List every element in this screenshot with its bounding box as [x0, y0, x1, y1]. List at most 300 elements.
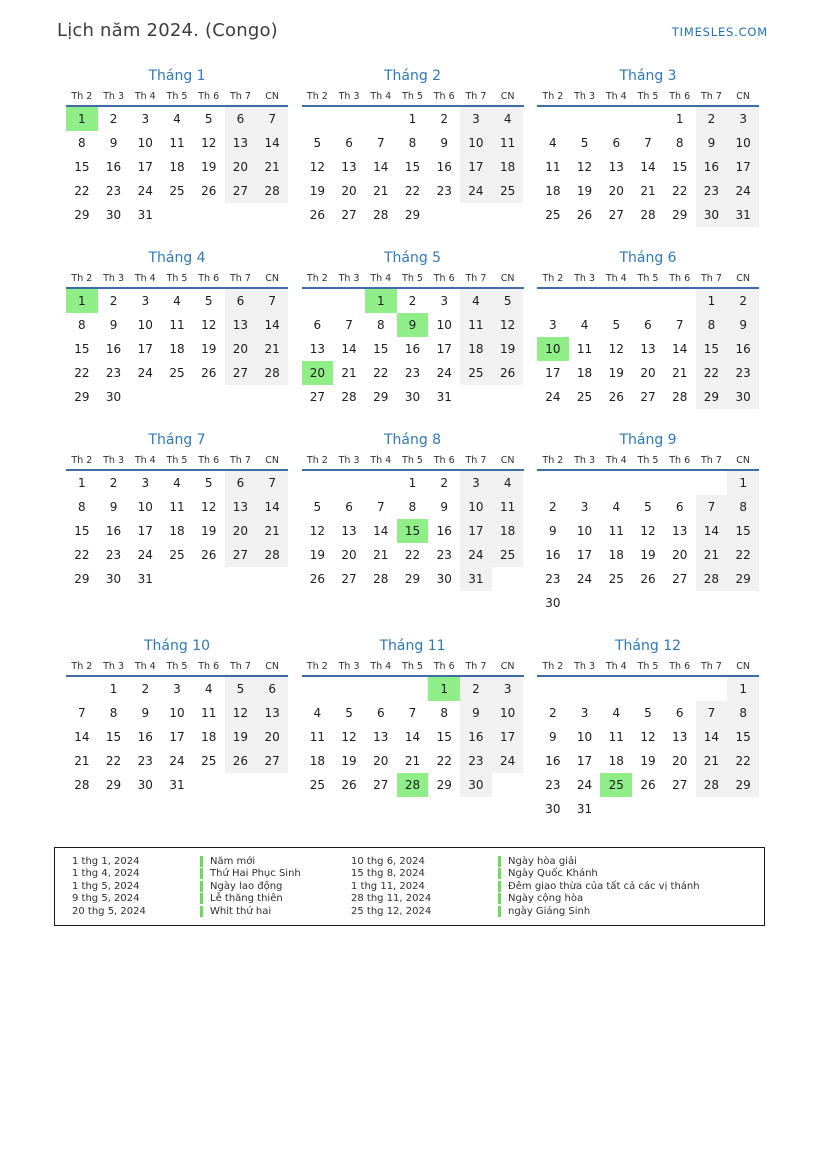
empty-day-cell	[161, 203, 193, 227]
empty-day-cell	[302, 677, 334, 701]
day-row	[302, 519, 524, 543]
weekday-label: Th 3	[103, 273, 124, 284]
day-row	[66, 337, 288, 361]
day-cell: 28	[341, 390, 357, 404]
day-cell: 16	[105, 342, 122, 356]
day-cell: 29	[727, 567, 759, 591]
legend-row	[72, 905, 764, 918]
weekday-label: Th 4	[605, 455, 627, 466]
legend-holiday-name	[498, 893, 764, 904]
day-cell: 29	[727, 773, 759, 797]
day-row	[537, 289, 759, 313]
month-12	[537, 638, 759, 821]
day-cell: 15	[105, 730, 122, 744]
empty-day-cell	[569, 677, 601, 701]
day-cell: 14	[341, 342, 357, 356]
day-cell: 4	[173, 112, 181, 126]
legend-holiday-name	[200, 881, 351, 892]
day-row	[302, 313, 524, 337]
day-cell: 19	[608, 366, 624, 380]
weekday-label: Th 4	[605, 91, 627, 102]
day-cell: 30	[545, 802, 561, 816]
weekday-label: Th 5	[402, 91, 423, 102]
weekday-label: Th 6	[433, 91, 455, 102]
empty-day-cell	[428, 203, 460, 227]
day-cell: 5	[345, 706, 353, 720]
weekday-header-row	[66, 273, 288, 289]
legend-green-bar-icon	[200, 856, 203, 867]
day-cell: 11	[169, 136, 185, 150]
weekday-label: Th 5	[637, 661, 659, 672]
day-cell: 21	[640, 184, 656, 198]
day-cell: 25	[169, 366, 185, 380]
weekday-label: Th 7	[465, 661, 487, 672]
day-row	[302, 107, 524, 131]
day-cell: 24	[460, 179, 492, 203]
weekday-label: Th 7	[700, 661, 722, 672]
day-cell: 26	[309, 208, 325, 222]
day-cell: 15	[74, 342, 90, 356]
day-cell: 18	[169, 524, 185, 538]
empty-day-cell	[129, 385, 161, 409]
day-cell: 12	[309, 160, 325, 174]
weekday-label: Th 2	[306, 455, 328, 466]
legend-green-bar-icon	[498, 893, 501, 904]
day-cell: 6	[345, 136, 353, 150]
empty-day-cell	[161, 385, 193, 409]
empty-day-cell	[727, 797, 759, 821]
day-cell: 22	[404, 184, 421, 198]
day-cell: 4	[549, 136, 557, 150]
day-cell: 7	[376, 500, 385, 514]
day-cell: 17	[545, 366, 561, 380]
day-cell: 23	[404, 366, 421, 380]
day-cell: 31	[727, 203, 759, 227]
weekday-label: Th 4	[134, 455, 156, 466]
day-cell: 29	[696, 385, 728, 409]
legend-holiday-label: Whit thứ hai	[210, 905, 272, 917]
empty-day-cell	[632, 471, 664, 495]
day-cell: 19	[201, 342, 217, 356]
weekday-header-row	[302, 273, 524, 289]
weekday-label: Th 7	[700, 91, 722, 102]
weekday-label: Th 4	[134, 273, 156, 284]
day-cell: 27	[341, 208, 357, 222]
weekday-header-row	[537, 91, 759, 107]
empty-day-cell	[256, 567, 288, 591]
day-cell: 23	[137, 754, 153, 768]
day-cell: 9	[397, 313, 429, 337]
day-cell: 13	[341, 524, 357, 538]
day-cell: 24	[727, 179, 759, 203]
legend-holiday-name	[200, 856, 351, 867]
day-cell: 12	[201, 500, 217, 514]
day-cell: 11	[460, 313, 492, 337]
empty-day-cell	[333, 107, 365, 131]
legend-green-bar-icon	[200, 868, 203, 879]
day-cell: 1	[408, 476, 417, 490]
day-cell: 8	[696, 313, 728, 337]
legend-holiday-name	[498, 906, 764, 917]
day-row	[302, 385, 524, 409]
day-cell: 2	[141, 682, 150, 696]
weekday-label: Th 7	[465, 91, 487, 102]
legend-green-bar-icon	[498, 906, 501, 917]
day-cell: 30	[545, 596, 561, 610]
empty-day-cell	[569, 107, 601, 131]
day-cell: 15	[727, 519, 759, 543]
day-row	[66, 289, 288, 313]
weekday-label: Th 2	[306, 273, 328, 284]
day-cell: 13	[672, 730, 688, 744]
day-cell: 16	[105, 160, 122, 174]
day-cell: 16	[105, 524, 122, 538]
empty-day-cell	[569, 289, 601, 313]
day-cell: 18	[492, 519, 524, 543]
day-cell: 3	[492, 677, 524, 701]
day-cell: 5	[225, 677, 257, 701]
weekday-header-row	[302, 91, 524, 107]
day-row	[537, 179, 759, 203]
month-title: Tháng 7	[148, 432, 206, 448]
weekday-label: Th 7	[229, 91, 251, 102]
empty-day-cell	[696, 797, 728, 821]
day-cell: 10	[576, 730, 593, 744]
day-cell: 3	[141, 112, 150, 126]
weekday-label: Th 6	[669, 91, 691, 102]
day-cell: 21	[256, 155, 288, 179]
empty-day-cell	[193, 567, 225, 591]
month-6	[537, 250, 759, 409]
day-row	[302, 131, 524, 155]
weekday-label: Th 4	[370, 455, 392, 466]
day-cell: 24	[545, 390, 561, 404]
day-cell: 13	[256, 701, 288, 725]
month-8	[302, 432, 524, 591]
day-cell: 2	[549, 500, 557, 514]
day-cell: 28	[640, 208, 656, 222]
day-cell: 13	[341, 160, 357, 174]
month-2	[302, 68, 524, 227]
day-cell: 6	[675, 706, 684, 720]
day-cell: 13	[225, 495, 257, 519]
day-cell: 29	[404, 208, 421, 222]
weekday-label: Th 5	[402, 661, 423, 672]
day-cell: 17	[137, 524, 153, 538]
day-cell: 24	[137, 548, 153, 562]
day-row	[537, 385, 759, 409]
day-row	[537, 107, 759, 131]
weekday-label: Th 6	[198, 91, 220, 102]
day-cell: 4	[492, 107, 524, 131]
day-cell: 14	[256, 495, 288, 519]
empty-day-cell	[256, 385, 288, 409]
day-cell: 26	[201, 548, 217, 562]
day-cell: 30	[105, 208, 122, 222]
weekday-label: Th 2	[542, 273, 564, 284]
day-cell: 9	[141, 706, 150, 720]
weekday-label: CN	[500, 273, 515, 284]
weekday-label: Th 3	[103, 455, 124, 466]
day-cell: 10	[727, 131, 759, 155]
weekday-label: Th 5	[166, 91, 188, 102]
day-cell: 28	[74, 778, 90, 792]
day-cell: 5	[204, 112, 213, 126]
day-cell: 3	[460, 471, 492, 495]
day-row	[66, 567, 288, 591]
day-cell: 18	[608, 754, 624, 768]
weekday-label: Th 3	[338, 273, 360, 284]
day-row	[66, 749, 288, 773]
day-cell: 17	[137, 160, 153, 174]
day-row	[302, 203, 524, 227]
day-cell: 23	[545, 572, 561, 586]
weekday-header-row	[537, 273, 759, 289]
legend-row	[72, 855, 764, 868]
day-cell: 14	[256, 313, 288, 337]
weekday-label: Th 3	[103, 91, 124, 102]
day-row	[537, 203, 759, 227]
day-cell: 9	[696, 131, 728, 155]
day-cell: 24	[576, 778, 593, 792]
empty-day-cell	[193, 385, 225, 409]
day-row	[302, 749, 524, 773]
legend-row	[72, 880, 764, 893]
day-cell: 24	[492, 749, 524, 773]
empty-day-cell	[365, 107, 397, 131]
legend-holiday-label: Năm mới	[210, 855, 256, 867]
day-cell: 30	[105, 390, 122, 404]
day-cell: 27	[225, 361, 257, 385]
day-cell: 13	[225, 131, 257, 155]
month-10	[66, 638, 288, 797]
empty-day-cell	[365, 677, 397, 701]
day-cell: 9	[109, 136, 118, 150]
day-cell: 30	[696, 203, 728, 227]
day-cell: 14	[256, 131, 288, 155]
day-cell: 20	[608, 184, 624, 198]
weekday-label: Th 5	[402, 273, 423, 284]
day-cell: 26	[492, 361, 524, 385]
day-cell: 7	[256, 289, 288, 313]
day-cell: 7	[675, 318, 684, 332]
weekday-label: Th 4	[605, 273, 627, 284]
day-row	[66, 471, 288, 495]
day-row	[537, 567, 759, 591]
weekday-header-row	[302, 455, 524, 471]
day-cell: 12	[201, 136, 217, 150]
day-cell: 1	[428, 677, 460, 701]
day-row	[66, 543, 288, 567]
weekday-label: Th 3	[338, 91, 360, 102]
day-cell: 13	[608, 160, 624, 174]
weekday-label: Th 7	[229, 455, 251, 466]
month-title: Tháng 10	[143, 638, 211, 654]
legend-green-bar-icon	[498, 868, 501, 879]
day-cell: 8	[408, 136, 417, 150]
empty-day-cell	[302, 471, 334, 495]
weekday-label: CN	[265, 273, 279, 284]
day-cell: 21	[74, 754, 90, 768]
empty-day-cell	[333, 677, 365, 701]
day-row	[302, 567, 524, 591]
day-cell: 21	[696, 749, 728, 773]
day-cell: 1	[109, 682, 118, 696]
empty-day-cell	[302, 107, 334, 131]
weekday-label: Th 6	[433, 455, 455, 466]
empty-day-cell	[397, 677, 429, 701]
day-row	[66, 131, 288, 155]
day-cell: 6	[675, 500, 684, 514]
day-cell: 7	[376, 136, 385, 150]
day-cell: 9	[440, 500, 449, 514]
day-cell: 3	[173, 682, 181, 696]
legend-date: 1 thg 4, 2024	[72, 868, 140, 880]
day-cell: 20	[640, 366, 656, 380]
empty-day-cell	[537, 471, 569, 495]
weekday-label: Th 7	[465, 273, 487, 284]
day-cell: 3	[580, 706, 589, 720]
empty-day-cell	[600, 289, 632, 313]
day-cell: 18	[309, 754, 325, 768]
weekday-label: Th 5	[637, 273, 659, 284]
day-cell: 22	[74, 184, 90, 198]
site-link[interactable]: TIMESLES.COM	[671, 25, 768, 39]
day-cell: 3	[440, 294, 449, 308]
legend-holiday-name	[498, 856, 764, 867]
day-cell: 11	[169, 318, 185, 332]
day-cell: 26	[608, 390, 624, 404]
weekday-label: Th 5	[166, 661, 188, 672]
day-cell: 16	[436, 524, 452, 538]
day-cell: 21	[672, 366, 688, 380]
weekday-header-row	[302, 661, 524, 677]
day-cell: 27	[309, 390, 325, 404]
day-cell: 24	[137, 184, 153, 198]
month-title: Tháng 3	[619, 68, 677, 84]
day-cell: 26	[201, 366, 217, 380]
day-cell: 15	[74, 524, 90, 538]
month-title: Tháng 5	[383, 250, 442, 266]
day-cell: 17	[492, 725, 524, 749]
day-row	[66, 495, 288, 519]
day-cell: 28	[373, 572, 389, 586]
day-cell: 8	[78, 318, 86, 332]
day-cell: 8	[376, 318, 385, 332]
day-cell: 3	[580, 500, 589, 514]
day-cell: 4	[313, 706, 322, 720]
day-row	[66, 519, 288, 543]
legend-date: 10 thg 6, 2024	[351, 855, 425, 867]
weekday-header-row	[537, 661, 759, 677]
weekday-label: CN	[500, 455, 515, 466]
holiday-legend	[54, 847, 765, 926]
day-cell: 18	[492, 155, 524, 179]
day-cell: 7	[78, 706, 86, 720]
empty-day-cell	[600, 107, 632, 131]
day-cell: 23	[545, 778, 561, 792]
empty-day-cell	[193, 773, 225, 797]
day-cell: 12	[576, 160, 593, 174]
weekday-label: Th 2	[542, 661, 564, 672]
day-cell: 14	[696, 519, 728, 543]
day-cell: 10	[137, 500, 153, 514]
day-cell: 2	[109, 112, 118, 126]
weekday-label: Th 6	[198, 273, 220, 284]
day-cell: 18	[608, 548, 624, 562]
day-cell: 6	[225, 107, 257, 131]
day-row	[537, 131, 759, 155]
day-cell: 14	[74, 730, 90, 744]
day-cell: 5	[644, 500, 652, 514]
day-cell: 10	[460, 495, 492, 519]
day-cell: 1	[675, 112, 684, 126]
day-cell: 24	[137, 366, 153, 380]
day-row	[66, 361, 288, 385]
weekday-label: Th 5	[166, 455, 188, 466]
day-cell: 15	[727, 725, 759, 749]
day-cell: 3	[460, 107, 492, 131]
empty-day-cell	[664, 591, 696, 615]
day-row	[537, 337, 759, 361]
empty-day-cell	[600, 677, 632, 701]
month-title: Tháng 8	[383, 432, 442, 448]
day-cell: 17	[460, 519, 492, 543]
weekday-label: Th 7	[700, 273, 722, 284]
day-cell: 11	[608, 524, 624, 538]
day-cell: 6	[644, 318, 652, 332]
day-cell: 16	[545, 754, 561, 768]
day-cell: 17	[460, 155, 492, 179]
day-cell: 2	[549, 706, 557, 720]
day-cell: 13	[225, 313, 257, 337]
day-cell: 23	[696, 179, 728, 203]
day-cell: 7	[696, 495, 728, 519]
legend-date: 15 thg 8, 2024	[351, 868, 425, 880]
day-cell: 7	[644, 136, 652, 150]
day-cell: 20	[672, 548, 688, 562]
empty-day-cell	[632, 677, 664, 701]
day-cell: 18	[545, 184, 561, 198]
empty-day-cell	[365, 471, 397, 495]
day-cell: 2	[696, 107, 728, 131]
day-cell: 7	[408, 706, 417, 720]
weekday-header-row	[66, 455, 288, 471]
weekday-header-row	[537, 455, 759, 471]
empty-day-cell	[66, 677, 98, 701]
day-cell: 26	[225, 749, 257, 773]
empty-day-cell	[492, 385, 524, 409]
day-cell: 6	[225, 471, 257, 495]
day-cell: 4	[580, 318, 589, 332]
day-cell: 8	[78, 136, 86, 150]
day-cell: 7	[256, 471, 288, 495]
day-cell: 11	[309, 730, 325, 744]
day-cell: 28	[256, 543, 288, 567]
day-cell: 27	[256, 749, 288, 773]
legend-holiday-name	[200, 906, 351, 917]
month-title: Tháng 4	[148, 250, 206, 266]
day-cell: 1	[66, 107, 98, 131]
day-cell: 23	[105, 366, 122, 380]
day-cell: 8	[109, 706, 118, 720]
day-cell: 29	[373, 390, 389, 404]
day-row	[302, 289, 524, 313]
day-cell: 30	[436, 572, 452, 586]
month-title: Tháng 2	[383, 68, 442, 84]
day-cell: 3	[141, 476, 150, 490]
day-cell: 27	[672, 572, 688, 586]
